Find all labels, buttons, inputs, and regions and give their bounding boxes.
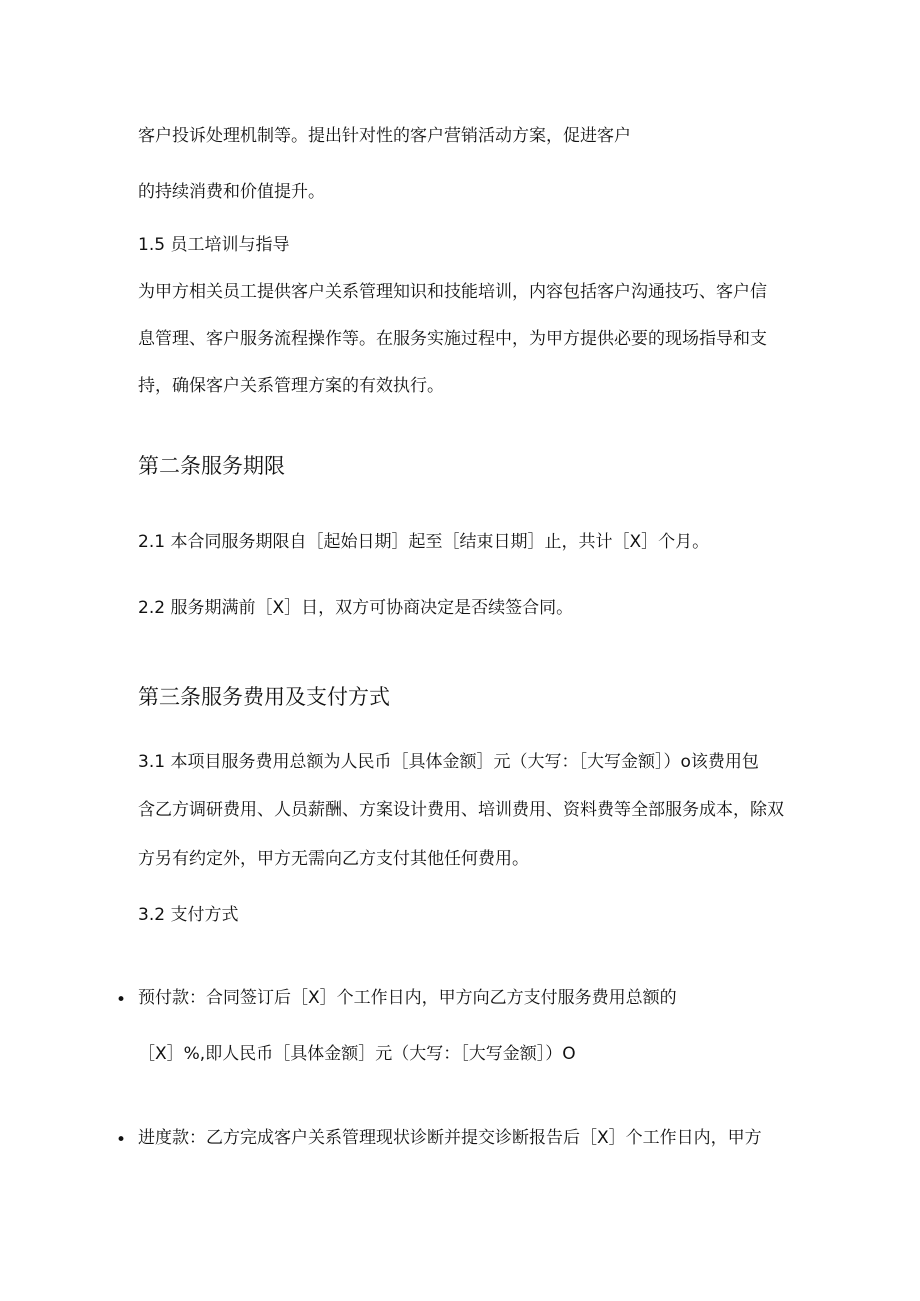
paragraph-line: 息管理、客户服务流程操作等。在服务实施过程中，为甲方提供必要的现场指导和支 <box>138 329 767 349</box>
paragraph-line: 的持续消费和价值提升。 <box>138 182 325 202</box>
clause-2-1: 2.1 本合同服务期限自［起始日期］起至［结束日期］止，共计［X］个月。 <box>138 532 710 552</box>
article-heading: 第三条服务费用及支付方式 <box>138 685 390 709</box>
bullet-item-line: 进度款：乙方完成客户关系管理现状诊断并提交诊断报告后［X］个工作日内，甲方 <box>138 1128 762 1148</box>
clause-3-1-line: 方另有约定外，甲方无需向乙方支付其他任何费用。 <box>138 849 529 869</box>
paragraph-line: 客户投诉处理机制等。提出针对性的客户营销活动方案，促进客户 <box>138 126 631 146</box>
clause-3-2-title: 3.2 支付方式 <box>138 905 239 925</box>
clause-3-1-line: 3.1 本项目服务费用总额为人民币［具体金额］元（大写：［大写金额］）o该费用包 <box>138 752 759 772</box>
clause-2-2: 2.2 服务期满前［X］日，双方可协商决定是否续签合同。 <box>138 598 574 618</box>
bullet-marker: • <box>116 1130 127 1150</box>
subsection-title: 1.5 员工培训与指导 <box>138 235 290 255</box>
bullet-item-line: 预付款：合同签订后［X］个工作日内，甲方向乙方支付服务费用总额的 <box>138 988 677 1008</box>
clause-3-1-line: 含乙方调研费用、人员薪酬、方案设计费用、培训费用、资料费等全部服务成本，除双 <box>138 800 784 820</box>
article-heading: 第二条服务期限 <box>138 454 285 478</box>
paragraph-line: 持，确保客户关系管理方案的有效执行。 <box>138 376 444 396</box>
paragraph-line: 为甲方相关员工提供客户关系管理知识和技能培训，内容包括客户沟通技巧、客户信 <box>138 282 767 302</box>
bullet-item-line: ［X］%,即人民币［具体金额］元（大写：［大写金额］）O <box>138 1044 576 1064</box>
bullet-marker: • <box>116 990 127 1010</box>
